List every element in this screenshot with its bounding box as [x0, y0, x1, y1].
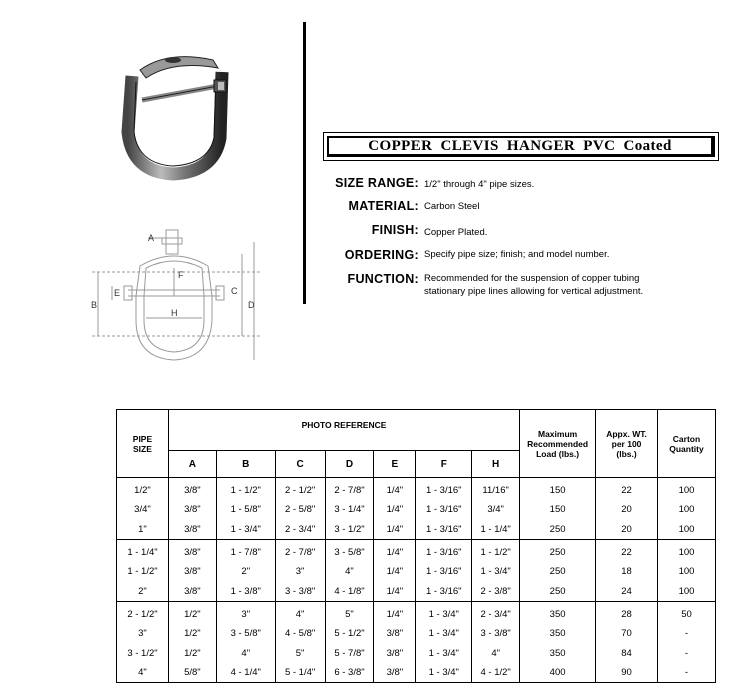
table-cell: 1 - 3/16"	[416, 562, 472, 581]
table-cell: 150	[520, 500, 596, 519]
table-cell: 1/2"	[168, 643, 216, 662]
header-max-load: Maximum Recommended Load (lbs.)	[520, 410, 596, 478]
specifications-table	[116, 409, 716, 683]
table-cell: 22	[596, 539, 658, 562]
table-cell: 5 - 1/4"	[275, 663, 325, 683]
table-cell: 3/8"	[168, 520, 216, 540]
table-row	[117, 520, 716, 540]
table-cell: 1 - 3/4"	[416, 663, 472, 683]
spec-label-material: MATERIAL:	[348, 199, 419, 213]
table-cell: 3 - 1/4"	[325, 500, 374, 519]
title-box	[323, 132, 719, 161]
table-cell: 1 - 1/2"	[216, 478, 275, 501]
table-cell: 3/8"	[168, 500, 216, 519]
table-cell: 3"	[216, 601, 275, 624]
table-row	[117, 643, 716, 662]
table-cell: 4"	[472, 643, 520, 662]
header-col-f: F	[416, 451, 472, 478]
table-cell: 5 - 1/2"	[325, 624, 374, 643]
table-cell: 1/2"	[168, 624, 216, 643]
table-cell: 1/4"	[374, 520, 416, 540]
table-cell: -	[657, 643, 715, 662]
table-cell: 100	[657, 500, 715, 519]
table-cell: 2 - 7/8"	[325, 478, 374, 501]
dim-label-h: H	[171, 308, 178, 318]
spec-value-function: Recommended for the suspension of copper tubing	[424, 273, 640, 284]
table-cell: 50	[657, 601, 715, 624]
header-col-e: E	[374, 451, 416, 478]
table-cell: 3"	[117, 624, 169, 643]
table-cell: 350	[520, 601, 596, 624]
table-cell: 3/8"	[374, 624, 416, 643]
table-row	[117, 663, 716, 683]
table-cell: 1 - 1/4"	[472, 520, 520, 540]
table-cell: 1/2"	[168, 601, 216, 624]
header-weight: Appx. WT. per 100 (lbs.)	[596, 410, 658, 478]
spec-value-function-line2: stationary pipe lines allowing for vertical adjustment.	[424, 286, 644, 297]
table-cell: 150	[520, 478, 596, 501]
table-cell: 3 - 3/8"	[275, 581, 325, 601]
table-cell: 4"	[275, 601, 325, 624]
spec-value-material: Carbon Steel	[424, 201, 480, 212]
table-cell: 24	[596, 581, 658, 601]
table-cell: 4"	[325, 562, 374, 581]
table-cell: 1 - 1/2"	[472, 539, 520, 562]
spec-label-finish: FINISH:	[371, 223, 419, 237]
table-cell: 100	[657, 562, 715, 581]
header-pipe-size: PIPE SIZE	[117, 410, 169, 478]
table-cell: 1"	[117, 520, 169, 540]
table-cell: 1 - 3/4"	[416, 624, 472, 643]
table-cell: 3 - 5/8"	[325, 539, 374, 562]
dim-label-c: C	[231, 286, 238, 296]
table-cell: 22	[596, 478, 658, 501]
spec-value-size-range: 1/2" through 4" pipe sizes.	[424, 179, 535, 190]
table-cell: 1/4"	[374, 601, 416, 624]
table-cell: 2 - 3/8"	[472, 581, 520, 601]
header-col-c: C	[275, 451, 325, 478]
table-cell: 3/8"	[168, 581, 216, 601]
table-cell: 1 - 1/2"	[117, 562, 169, 581]
table-cell: 1 - 3/4"	[416, 643, 472, 662]
table-row	[117, 581, 716, 601]
table-cell: 2"	[216, 562, 275, 581]
table-cell: 1 - 3/8"	[216, 581, 275, 601]
table-cell: 250	[520, 562, 596, 581]
spec-value-ordering: Specify pipe size; finish; and model number.	[424, 249, 610, 260]
table-cell: 100	[657, 520, 715, 540]
table-cell: 1 - 7/8"	[216, 539, 275, 562]
table-cell: 2"	[117, 581, 169, 601]
table-cell: 400	[520, 663, 596, 683]
table-row	[117, 500, 716, 519]
table-cell: 1/4"	[374, 500, 416, 519]
table-cell: 6 - 3/8"	[325, 663, 374, 683]
divider-vertical	[303, 22, 306, 304]
table-cell: 5"	[275, 643, 325, 662]
table-cell: 4 - 5/8"	[275, 624, 325, 643]
table-cell: 1 - 3/4"	[216, 520, 275, 540]
table-cell: 2 - 1/2"	[117, 601, 169, 624]
table-cell: 1 - 3/4"	[416, 601, 472, 624]
spec-label-function: FUNCTION:	[347, 272, 419, 286]
table-cell: 1 - 5/8"	[216, 500, 275, 519]
table-cell: 4"	[216, 643, 275, 662]
table-cell: 100	[657, 581, 715, 601]
table-cell: 28	[596, 601, 658, 624]
dim-label-b: B	[91, 300, 98, 310]
table-cell: 1 - 3/16"	[416, 520, 472, 540]
table-cell: 2 - 7/8"	[275, 539, 325, 562]
table-cell: 1/2"	[117, 478, 169, 501]
table-cell: 1 - 1/4"	[117, 539, 169, 562]
table-cell: 4"	[117, 663, 169, 683]
table-cell: 11/16"	[472, 478, 520, 501]
table-cell: 1/4"	[374, 581, 416, 601]
table-cell: 3/4"	[117, 500, 169, 519]
table-cell: 3/8"	[374, 663, 416, 683]
table-cell: 70	[596, 624, 658, 643]
dim-label-f: F	[178, 270, 184, 280]
dim-label-a: A	[148, 233, 155, 243]
table-cell: 3"	[275, 562, 325, 581]
dim-label-d: D	[248, 300, 255, 310]
table-cell: -	[657, 624, 715, 643]
table-cell: 3/8"	[168, 562, 216, 581]
table-cell: 1 - 3/16"	[416, 539, 472, 562]
table-cell: 4 - 1/8"	[325, 581, 374, 601]
table-cell: 250	[520, 581, 596, 601]
header-photo-reference: PHOTO REFERENCE	[168, 410, 519, 451]
table-cell: 5 - 7/8"	[325, 643, 374, 662]
header-col-a: A	[168, 451, 216, 478]
table-cell: 5"	[325, 601, 374, 624]
table-cell: 1 - 3/16"	[416, 581, 472, 601]
clevis-hanger-photo	[118, 42, 248, 182]
table-cell: 1 - 3/16"	[416, 500, 472, 519]
table-cell: 3/8"	[168, 478, 216, 501]
table-cell: 20	[596, 520, 658, 540]
table-cell: 350	[520, 624, 596, 643]
table-cell: 1 - 3/4"	[472, 562, 520, 581]
table-cell: 20	[596, 500, 658, 519]
table-cell: 2 - 1/2"	[275, 478, 325, 501]
table-cell: 18	[596, 562, 658, 581]
table-cell: 100	[657, 478, 715, 501]
spec-label-size-range: SIZE RANGE:	[335, 176, 419, 190]
table-cell: 2 - 5/8"	[275, 500, 325, 519]
table-cell: 3/8"	[168, 539, 216, 562]
header-carton: Carton Quantity	[657, 410, 715, 478]
table-cell: -	[657, 663, 715, 683]
table-cell: 84	[596, 643, 658, 662]
table-cell: 4 - 1/4"	[216, 663, 275, 683]
dimension-diagram	[88, 228, 268, 368]
table-cell: 250	[520, 539, 596, 562]
table-cell: 3 - 1/2"	[117, 643, 169, 662]
table-cell: 3 - 5/8"	[216, 624, 275, 643]
table-cell: 1/4"	[374, 562, 416, 581]
table-cell: 90	[596, 663, 658, 683]
table-cell: 2 - 3/4"	[275, 520, 325, 540]
table-row	[117, 601, 716, 624]
table-cell: 3 - 1/2"	[325, 520, 374, 540]
header-col-d: D	[325, 451, 374, 478]
table-cell: 100	[657, 539, 715, 562]
table-row	[117, 562, 716, 581]
spec-value-finish: Copper Plated.	[424, 227, 488, 238]
dim-label-e: E	[114, 288, 121, 298]
table-row	[117, 478, 716, 501]
table-cell: 3/8"	[374, 643, 416, 662]
table-cell: 3/4"	[472, 500, 520, 519]
spec-label-ordering: ORDERING:	[344, 248, 419, 262]
header-col-b: B	[216, 451, 275, 478]
header-col-h: H	[472, 451, 520, 478]
table-row	[117, 539, 716, 562]
table-cell: 5/8"	[168, 663, 216, 683]
table-cell: 250	[520, 520, 596, 540]
table-cell: 1/4"	[374, 539, 416, 562]
table-cell: 3 - 3/8"	[472, 624, 520, 643]
table-cell: 1/4"	[374, 478, 416, 501]
table-cell: 4 - 1/2"	[472, 663, 520, 683]
table-row	[117, 624, 716, 643]
table-cell: 1 - 3/16"	[416, 478, 472, 501]
table-cell: 350	[520, 643, 596, 662]
table-cell: 2 - 3/4"	[472, 601, 520, 624]
page-title: COPPER CLEVIS HANGER PVC Coated	[327, 136, 715, 157]
